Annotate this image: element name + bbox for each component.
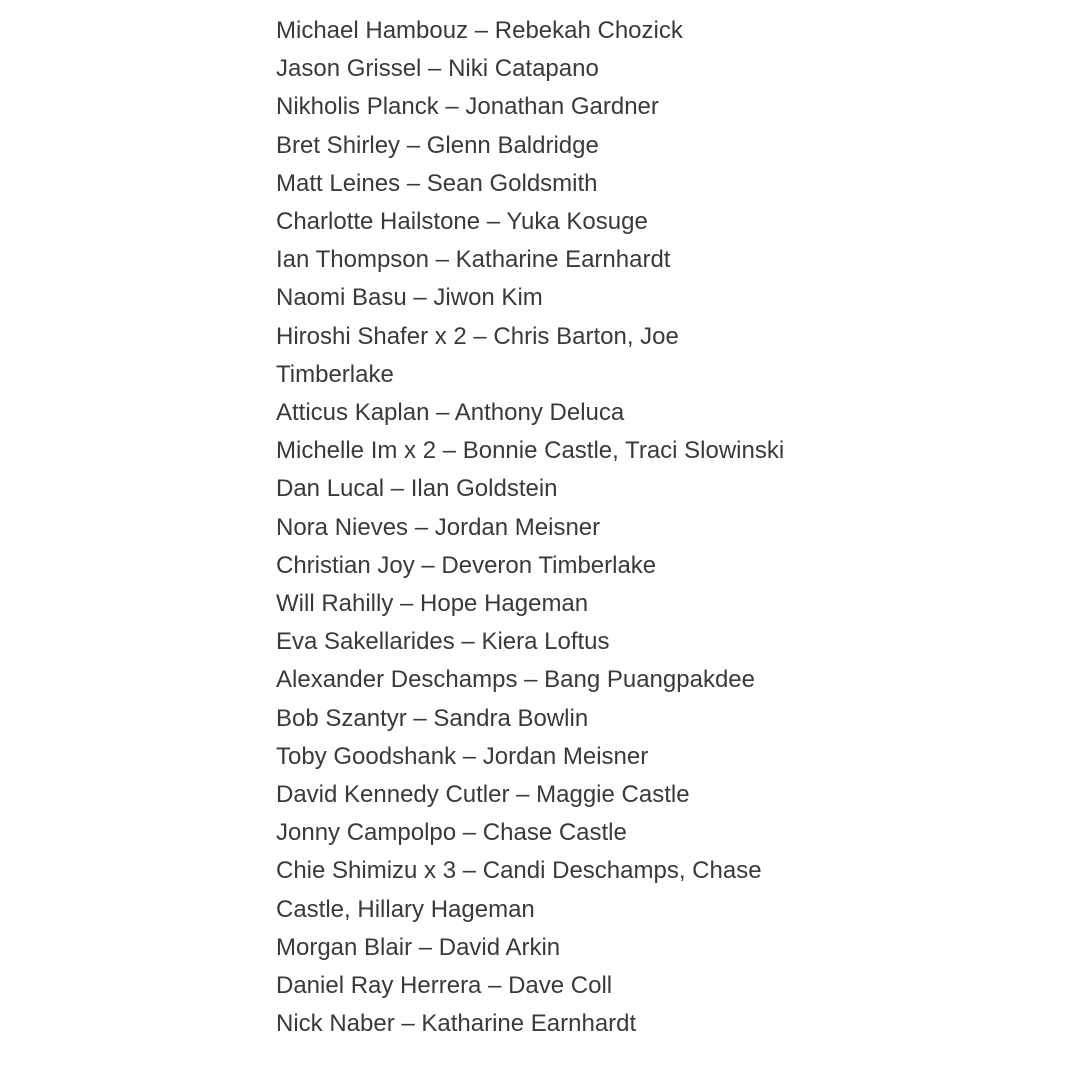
list-item: Ian Thompson – Katharine Earnhardt — [276, 246, 671, 274]
list-item: Hiroshi Shafer x 2 – Chris Barton, Joe Timberlake — [276, 322, 679, 388]
list-item: Toby Goodshank – Jordan Meisner — [276, 742, 649, 770]
list-item: Eva Sakellarides – Kiera Loftus — [276, 628, 610, 656]
list-item: Matt Leines – Sean Goldsmith — [276, 169, 598, 197]
list-item: Bob Szantyr – Sandra Bowlin — [276, 704, 589, 732]
list-item: Jonny Campolpo – Chase Castle — [276, 819, 627, 847]
list-item: Bret Shirley – Glenn Baldridge — [276, 131, 599, 159]
list-item: Morgan Blair – David Arkin — [276, 933, 561, 961]
list-item: Nikholis Planck – Jonathan Gardner — [276, 93, 659, 121]
pairings-list — [276, 12, 836, 1043]
list-item: Christian Joy – Deveron Timberlake — [276, 551, 657, 579]
list-item: Michael Hambouz – Rebekah Chozick — [276, 17, 683, 44]
list-item: Charlotte Hailstone – Yuka Kosuge — [276, 208, 648, 236]
list-item: Alexander Deschamps – Bang Puangpakdee — [276, 666, 755, 694]
list-item: Will Rahilly – Hope Hageman — [276, 590, 589, 618]
list-item: Daniel Ray Herrera – Dave Coll — [276, 972, 613, 1000]
list-item: Chie Shimizu x 3 – Candi Deschamps, Chase Castle, Hillary Hageman — [276, 857, 762, 923]
list-item: Michelle Im x 2 – Bonnie Castle, Traci Slowinski — [276, 437, 785, 465]
list-item: Atticus Kaplan – Anthony Deluca — [276, 399, 625, 427]
list-item: Nora Nieves – Jordan Meisner — [276, 513, 601, 541]
list-item: Naomi Basu – Jiwon Kim — [276, 284, 543, 312]
list-item: Nick Naber – Katharine Earnhardt — [276, 1010, 637, 1038]
list-item: David Kennedy Cutler – Maggie Castle — [276, 781, 690, 809]
list-item: Jason Grissel – Niki Catapano — [276, 55, 599, 83]
list-item: Dan Lucal – Ilan Goldstein — [276, 475, 558, 503]
